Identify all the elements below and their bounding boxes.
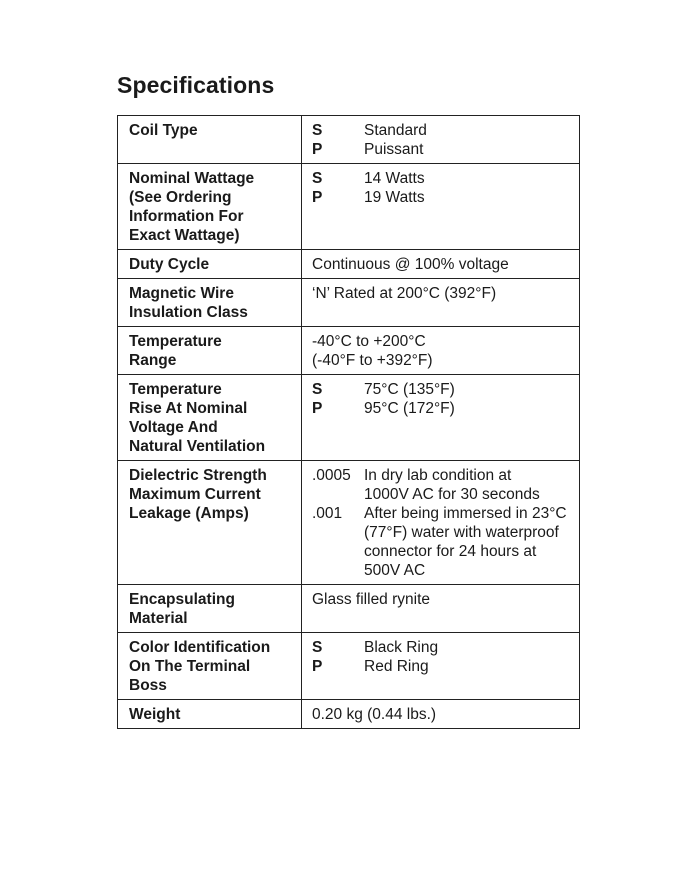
spec-option	[312, 657, 579, 676]
option-code: S	[312, 122, 323, 139]
spec-label: Temperature Range	[118, 327, 302, 375]
spec-label: Coil Type	[118, 116, 302, 164]
spec-value	[302, 375, 580, 461]
page-title: Specifications	[117, 72, 275, 98]
table-row	[118, 633, 580, 700]
option-code: S	[312, 170, 323, 187]
spec-value: Continuous @ 100% voltage	[302, 250, 580, 279]
spec-option	[312, 399, 579, 418]
spec-option	[312, 188, 579, 207]
spec-option	[312, 638, 579, 657]
table-row	[118, 327, 580, 375]
option-code: P	[312, 400, 323, 417]
spec-value: -40°C to +200°C (-40°F to +392°F)	[302, 327, 580, 375]
option-text: Puissant	[364, 141, 424, 158]
table-row	[118, 116, 580, 164]
spec-label: Encapsulating Material	[118, 585, 302, 633]
spec-value	[302, 461, 580, 585]
spec-option	[312, 466, 579, 504]
spec-value	[302, 164, 580, 250]
table-row	[118, 700, 580, 729]
spec-value	[302, 633, 580, 700]
option-text: 95°C (172°F)	[364, 400, 455, 417]
table-row	[118, 585, 580, 633]
option-text: Standard	[364, 122, 427, 139]
spec-label: Dielectric Strength Maximum Current Leakage (Amps)	[118, 461, 302, 585]
option-text: 14 Watts	[364, 170, 425, 187]
spec-value: 0.20 kg (0.44 lbs.)	[302, 700, 580, 729]
spec-label: Temperature Rise At Nominal Voltage And Natural Ventilation	[118, 375, 302, 461]
spec-value: ‘N’ Rated at 200°C (392°F)	[302, 279, 580, 327]
table-row	[118, 250, 580, 279]
spec-value: Glass filled rynite	[302, 585, 580, 633]
spec-option	[312, 121, 579, 140]
option-code: S	[312, 639, 323, 656]
option-text: In dry lab condition at 1000V AC for 30 seconds	[364, 467, 540, 503]
spec-option	[312, 504, 579, 580]
spec-value	[302, 116, 580, 164]
option-text: After being immersed in 23°C (77°F) water with waterproof connector for 24 hours at 500V AC	[364, 505, 567, 579]
spec-label: Color Identification On The Terminal Boss	[118, 633, 302, 700]
option-code: P	[312, 189, 323, 206]
table-row	[118, 279, 580, 327]
option-text: Black Ring	[364, 639, 439, 656]
table-row	[118, 164, 580, 250]
option-code: S	[312, 381, 323, 398]
spec-option	[312, 140, 579, 159]
spec-label: Duty Cycle	[118, 250, 302, 279]
option-text: Red Ring	[364, 658, 429, 675]
spec-option	[312, 169, 579, 188]
specifications-table	[117, 115, 580, 729]
spec-label: Nominal Wattage (See Ordering Information For Exact Wattage)	[118, 164, 302, 250]
option-code: P	[312, 141, 323, 158]
option-code: .001	[312, 505, 343, 522]
option-code: .0005	[312, 467, 351, 484]
spec-label: Magnetic Wire Insulation Class	[118, 279, 302, 327]
table-row	[118, 461, 580, 585]
spec-label: Weight	[118, 700, 302, 729]
table-row	[118, 375, 580, 461]
option-code: P	[312, 658, 323, 675]
option-text: 75°C (135°F)	[364, 381, 455, 398]
option-text: 19 Watts	[364, 189, 425, 206]
spec-option	[312, 380, 579, 399]
